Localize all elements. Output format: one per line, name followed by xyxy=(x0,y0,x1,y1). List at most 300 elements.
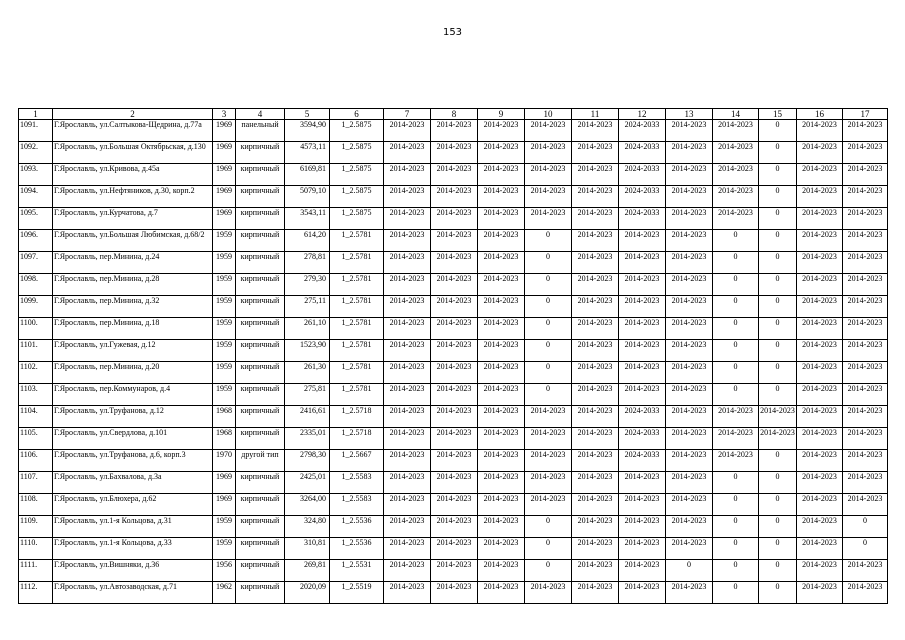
table-cell: 0 xyxy=(713,230,759,252)
table-cell: 6169,81 xyxy=(285,164,330,186)
table-cell: 2014-2023 xyxy=(666,362,713,384)
table-cell: 0 xyxy=(759,230,797,252)
table-cell: 0 xyxy=(759,208,797,230)
table-cell: 2024-2033 xyxy=(619,142,666,164)
table-cell: 0 xyxy=(713,472,759,494)
table-cell: 2014-2023 xyxy=(384,384,431,406)
table-cell: 2014-2023 xyxy=(843,494,888,516)
table-cell: 324,80 xyxy=(285,516,330,538)
table-cell: 0 xyxy=(713,318,759,340)
row-number-cell: 1094. xyxy=(19,186,53,208)
table-cell: 0 xyxy=(759,274,797,296)
table-cell: 2014-2023 xyxy=(384,472,431,494)
table-cell: 2014-2023 xyxy=(713,164,759,186)
table-cell: 2014-2023 xyxy=(843,164,888,186)
table-cell: 2014-2023 xyxy=(431,472,478,494)
table-cell: 1959 xyxy=(213,516,236,538)
address-cell: Г.Ярославль, пер.Минина, д.20 xyxy=(53,362,213,384)
table-cell: 2014-2023 xyxy=(619,230,666,252)
table-cell: 2014-2023 xyxy=(797,230,843,252)
table-cell: 2014-2023 xyxy=(619,252,666,274)
table-cell: 1959 xyxy=(213,296,236,318)
table-cell: 2014-2023 xyxy=(572,472,619,494)
column-number-cell: 17 xyxy=(843,109,888,120)
table-cell: 1959 xyxy=(213,340,236,362)
table-cell: 2014-2023 xyxy=(843,318,888,340)
table-cell: 2014-2023 xyxy=(797,208,843,230)
address-cell: Г.Ярославль, ул.Курчатова, д.7 xyxy=(53,208,213,230)
table-cell: 2014-2023 xyxy=(572,538,619,560)
table-cell: 2014-2023 xyxy=(619,516,666,538)
table-cell: 1_2.5536 xyxy=(330,538,384,560)
table-cell: 0 xyxy=(713,560,759,582)
row-number-cell: 1095. xyxy=(19,208,53,230)
table-cell: 2014-2023 xyxy=(759,406,797,428)
table-cell: 2014-2023 xyxy=(572,362,619,384)
table-cell: 2014-2023 xyxy=(713,120,759,142)
table-cell: кирпичный xyxy=(236,252,285,274)
table-cell: 1_2.5781 xyxy=(330,274,384,296)
row-number-cell: 1110. xyxy=(19,538,53,560)
table-cell: 0 xyxy=(525,296,572,318)
table-cell: кирпичный xyxy=(236,186,285,208)
table-row xyxy=(19,230,888,252)
table-cell: 2014-2023 xyxy=(619,494,666,516)
address-cell: Г.Ярославль, ул.Бахвалова, д.3а xyxy=(53,472,213,494)
table-cell: 2014-2023 xyxy=(525,428,572,450)
table-cell: 2014-2023 xyxy=(843,428,888,450)
table-cell: 2014-2023 xyxy=(797,164,843,186)
table-cell: 1_2.5718 xyxy=(330,428,384,450)
table-cell: кирпичный xyxy=(236,560,285,582)
table-cell: 2014-2023 xyxy=(797,318,843,340)
address-cell: Г.Ярославль, ул.Кривова, д.45а xyxy=(53,164,213,186)
table-row xyxy=(19,406,888,428)
table-cell: 0 xyxy=(713,516,759,538)
table-cell: 2014-2023 xyxy=(619,560,666,582)
table-cell: 2014-2023 xyxy=(478,428,525,450)
table-cell: 0 xyxy=(713,494,759,516)
table-cell: 1959 xyxy=(213,230,236,252)
table-cell: 2014-2023 xyxy=(843,450,888,472)
table-cell: 2014-2023 xyxy=(431,494,478,516)
table-cell: 2014-2023 xyxy=(478,252,525,274)
table-cell: 2014-2023 xyxy=(478,362,525,384)
table-cell: 1_2.5875 xyxy=(330,186,384,208)
table-cell: 2014-2023 xyxy=(843,230,888,252)
table-cell: 2014-2023 xyxy=(619,472,666,494)
table-cell: 0 xyxy=(713,538,759,560)
table-cell: 2416,61 xyxy=(285,406,330,428)
table-cell: 2014-2023 xyxy=(525,142,572,164)
address-cell: Г.Ярославль, пер.Минина, д.28 xyxy=(53,274,213,296)
table-cell: 2014-2023 xyxy=(478,384,525,406)
table-cell: 2014-2023 xyxy=(619,340,666,362)
table-cell: 2014-2023 xyxy=(619,582,666,604)
table-row xyxy=(19,538,888,560)
table-cell: 2014-2023 xyxy=(666,318,713,340)
table-cell: 2024-2033 xyxy=(619,450,666,472)
table-cell: 2014-2023 xyxy=(572,230,619,252)
table-cell: 2014-2023 xyxy=(797,384,843,406)
table-row xyxy=(19,318,888,340)
table-cell: 2014-2023 xyxy=(797,560,843,582)
table-cell: 2014-2023 xyxy=(797,450,843,472)
table-cell: 0 xyxy=(525,384,572,406)
column-number-row xyxy=(19,109,888,120)
table-cell: кирпичный xyxy=(236,406,285,428)
address-cell: Г.Ярославль, ул.Блюхера, д.62 xyxy=(53,494,213,516)
table-cell: 0 xyxy=(713,274,759,296)
table-cell: 2014-2023 xyxy=(797,582,843,604)
table-cell: 1_2.5781 xyxy=(330,230,384,252)
row-number-cell: 1111. xyxy=(19,560,53,582)
table-cell: 1_2.5875 xyxy=(330,208,384,230)
table-cell: 0 xyxy=(713,252,759,274)
table-cell: 2014-2023 xyxy=(666,406,713,428)
table-cell: 2014-2023 xyxy=(384,582,431,604)
row-number-cell: 1104. xyxy=(19,406,53,428)
table-cell: 2014-2023 xyxy=(572,186,619,208)
table-cell: 4573,11 xyxy=(285,142,330,164)
table-row xyxy=(19,164,888,186)
table-cell: 2014-2023 xyxy=(478,186,525,208)
table-cell: кирпичный xyxy=(236,208,285,230)
table-cell: 2014-2023 xyxy=(431,384,478,406)
table-cell: 2014-2023 xyxy=(572,296,619,318)
table-cell: 2014-2023 xyxy=(666,230,713,252)
table-cell: 2014-2023 xyxy=(797,186,843,208)
table-cell: кирпичный xyxy=(236,296,285,318)
table-cell: 2014-2023 xyxy=(713,186,759,208)
table-cell: 2014-2023 xyxy=(478,142,525,164)
column-number-cell: 4 xyxy=(236,109,285,120)
table-cell: 2014-2023 xyxy=(572,560,619,582)
table-cell: 1_2.5781 xyxy=(330,362,384,384)
table-cell: 1962 xyxy=(213,582,236,604)
table-cell: 2014-2023 xyxy=(797,252,843,274)
table-cell: 2014-2023 xyxy=(713,142,759,164)
table-cell: 2014-2023 xyxy=(525,120,572,142)
table-cell: 0 xyxy=(759,560,797,582)
column-number-cell: 10 xyxy=(525,109,572,120)
table-cell: 2014-2023 xyxy=(431,406,478,428)
table-cell: 2014-2023 xyxy=(759,428,797,450)
table-row xyxy=(19,582,888,604)
table-cell: кирпичный xyxy=(236,340,285,362)
table-cell: 0 xyxy=(525,560,572,582)
table-cell: 1_2.5583 xyxy=(330,494,384,516)
table-cell: кирпичный xyxy=(236,582,285,604)
table-cell: 2014-2023 xyxy=(384,252,431,274)
table-cell: 261,30 xyxy=(285,362,330,384)
table-cell: 1_2.5875 xyxy=(330,142,384,164)
table-cell: 2014-2023 xyxy=(525,186,572,208)
table-row xyxy=(19,120,888,142)
table-cell: 2014-2023 xyxy=(666,142,713,164)
table-cell: 0 xyxy=(525,318,572,340)
table-cell: 1_2.5875 xyxy=(330,164,384,186)
table-cell: 261,10 xyxy=(285,318,330,340)
table-cell: 2014-2023 xyxy=(572,450,619,472)
table-cell: 2014-2023 xyxy=(572,208,619,230)
table-cell: 0 xyxy=(525,362,572,384)
table-cell: 2014-2023 xyxy=(478,450,525,472)
table-cell: 2014-2023 xyxy=(572,494,619,516)
table-cell: 2014-2023 xyxy=(431,252,478,274)
table-cell: 1_2.5583 xyxy=(330,472,384,494)
table-cell: 0 xyxy=(843,538,888,560)
table-cell: кирпичный xyxy=(236,494,285,516)
table-row xyxy=(19,296,888,318)
table-cell: 2425,01 xyxy=(285,472,330,494)
table-cell: 2014-2023 xyxy=(843,208,888,230)
table-cell: 269,81 xyxy=(285,560,330,582)
table-cell: 2024-2033 xyxy=(619,208,666,230)
table-cell: 2014-2023 xyxy=(572,428,619,450)
table-cell: 1969 xyxy=(213,120,236,142)
table-cell: 0 xyxy=(713,384,759,406)
table-cell: 1959 xyxy=(213,318,236,340)
table-cell: 2014-2023 xyxy=(384,538,431,560)
table-cell: кирпичный xyxy=(236,384,285,406)
column-number-cell: 16 xyxy=(797,109,843,120)
table-cell: 1959 xyxy=(213,384,236,406)
table-cell: 2014-2023 xyxy=(478,406,525,428)
table-cell: 2014-2023 xyxy=(525,208,572,230)
row-number-cell: 1105. xyxy=(19,428,53,450)
row-number-cell: 1099. xyxy=(19,296,53,318)
table-cell: 275,81 xyxy=(285,384,330,406)
table-cell: 2014-2023 xyxy=(478,560,525,582)
table-cell: 2014-2023 xyxy=(384,186,431,208)
table-cell: 2014-2023 xyxy=(384,450,431,472)
table-cell: 1_2.5536 xyxy=(330,516,384,538)
table-cell: 1_2.5781 xyxy=(330,340,384,362)
table-cell: 2014-2023 xyxy=(525,494,572,516)
table-cell: 310,81 xyxy=(285,538,330,560)
table-cell: 0 xyxy=(525,538,572,560)
table-cell: 2014-2023 xyxy=(666,516,713,538)
table-cell: 1968 xyxy=(213,406,236,428)
table-cell: 2014-2023 xyxy=(666,252,713,274)
table-cell: 0 xyxy=(759,252,797,274)
table-row xyxy=(19,274,888,296)
table-cell: 2014-2023 xyxy=(572,274,619,296)
table-cell: 2014-2023 xyxy=(843,142,888,164)
table-cell: 2024-2033 xyxy=(619,120,666,142)
table-row xyxy=(19,340,888,362)
table-cell: 2798,30 xyxy=(285,450,330,472)
table-row xyxy=(19,142,888,164)
address-cell: Г.Ярославль, ул.Труфанова, д.12 xyxy=(53,406,213,428)
table-cell: 2014-2023 xyxy=(713,450,759,472)
table-cell: 2014-2023 xyxy=(431,142,478,164)
table-cell: 2014-2023 xyxy=(384,274,431,296)
table-cell: 2014-2023 xyxy=(666,384,713,406)
table-cell: 2014-2023 xyxy=(843,362,888,384)
table-cell: 2014-2023 xyxy=(666,428,713,450)
table-cell: 1959 xyxy=(213,362,236,384)
table-cell: 2014-2023 xyxy=(384,230,431,252)
table-cell: 2014-2023 xyxy=(478,318,525,340)
table-cell: 2014-2023 xyxy=(478,296,525,318)
table-cell: кирпичный xyxy=(236,142,285,164)
table-cell: 1969 xyxy=(213,208,236,230)
table-cell: кирпичный xyxy=(236,164,285,186)
table-cell: 2014-2023 xyxy=(666,296,713,318)
table-cell: 2014-2023 xyxy=(619,274,666,296)
address-cell: Г.Ярославль, ул.Свердлова, д.101 xyxy=(53,428,213,450)
table-cell: 1_2.5667 xyxy=(330,450,384,472)
table-cell: 2014-2023 xyxy=(384,560,431,582)
table-cell: 1969 xyxy=(213,472,236,494)
table-cell: 2020,09 xyxy=(285,582,330,604)
address-cell: Г.Ярославль, ул.Большая Любимская, д.68/2 xyxy=(53,230,213,252)
table-cell: 2014-2023 xyxy=(478,582,525,604)
table-cell: кирпичный xyxy=(236,472,285,494)
table-cell: 1523,90 xyxy=(285,340,330,362)
table-cell: 2014-2023 xyxy=(572,120,619,142)
table-cell: 2014-2023 xyxy=(666,164,713,186)
table-cell: 2014-2023 xyxy=(431,538,478,560)
table-cell: 2014-2023 xyxy=(666,450,713,472)
table-cell: 2014-2023 xyxy=(572,384,619,406)
table-cell: 2014-2023 xyxy=(431,340,478,362)
table-cell: 2014-2023 xyxy=(797,428,843,450)
table-cell: 1_2.5875 xyxy=(330,120,384,142)
table-cell: 2014-2023 xyxy=(843,472,888,494)
table-cell: кирпичный xyxy=(236,538,285,560)
table-cell: 2014-2023 xyxy=(384,296,431,318)
row-number-cell: 1102. xyxy=(19,362,53,384)
table-cell: 2014-2023 xyxy=(478,164,525,186)
table-cell: 2014-2023 xyxy=(525,406,572,428)
table-cell: кирпичный xyxy=(236,428,285,450)
address-cell: Г.Ярославль, ул.Гужевая, д.12 xyxy=(53,340,213,362)
table-cell: 1959 xyxy=(213,274,236,296)
table-cell: 2014-2023 xyxy=(797,516,843,538)
table-cell: 2014-2023 xyxy=(572,340,619,362)
table-cell: 2014-2023 xyxy=(384,164,431,186)
row-number-cell: 1100. xyxy=(19,318,53,340)
address-cell: Г.Ярославль, пер.Коммунаров, д.4 xyxy=(53,384,213,406)
address-cell: Г.Ярославль, ул.Вишняки, д.36 xyxy=(53,560,213,582)
address-cell: Г.Ярославль, ул.Труфанова, д.6, корп.3 xyxy=(53,450,213,472)
table-cell: 1_2.5781 xyxy=(330,252,384,274)
table-cell: 2014-2023 xyxy=(384,142,431,164)
table-cell: 2014-2023 xyxy=(797,274,843,296)
table-cell: 0 xyxy=(759,516,797,538)
table-cell: 2014-2023 xyxy=(619,538,666,560)
table-cell: другой тип xyxy=(236,450,285,472)
table-cell: 1959 xyxy=(213,252,236,274)
table-cell: 2014-2023 xyxy=(666,208,713,230)
table-row xyxy=(19,186,888,208)
table-cell: 2014-2023 xyxy=(666,538,713,560)
table-cell: 2014-2023 xyxy=(572,516,619,538)
table-cell: 2014-2023 xyxy=(384,340,431,362)
table-cell: 0 xyxy=(713,340,759,362)
table-cell: 2014-2023 xyxy=(431,428,478,450)
row-number-cell: 1096. xyxy=(19,230,53,252)
table-cell: 0 xyxy=(759,318,797,340)
table-cell: 2014-2023 xyxy=(797,296,843,318)
table-cell: 2014-2023 xyxy=(384,494,431,516)
table-cell: панельный xyxy=(236,120,285,142)
table-cell: 2014-2023 xyxy=(843,340,888,362)
table-cell: 0 xyxy=(525,274,572,296)
table-cell: 2014-2023 xyxy=(431,582,478,604)
table-cell: 2014-2023 xyxy=(384,406,431,428)
table-cell: 2014-2023 xyxy=(843,406,888,428)
row-number-cell: 1097. xyxy=(19,252,53,274)
table-row xyxy=(19,384,888,406)
table-cell: кирпичный xyxy=(236,362,285,384)
table-cell: 2014-2023 xyxy=(478,230,525,252)
column-number-cell: 6 xyxy=(330,109,384,120)
table-cell: 2014-2023 xyxy=(478,274,525,296)
table-cell: кирпичный xyxy=(236,318,285,340)
table-cell: 2014-2023 xyxy=(843,384,888,406)
table-row xyxy=(19,472,888,494)
table-cell: 2014-2023 xyxy=(713,406,759,428)
row-number-cell: 1091. xyxy=(19,120,53,142)
row-number-cell: 1093. xyxy=(19,164,53,186)
table-cell: 2014-2023 xyxy=(384,516,431,538)
table-cell: 1_2.5781 xyxy=(330,296,384,318)
table-cell: 2014-2023 xyxy=(619,384,666,406)
table-cell: 275,11 xyxy=(285,296,330,318)
column-number-cell: 7 xyxy=(384,109,431,120)
table-row xyxy=(19,560,888,582)
table-cell: 2014-2023 xyxy=(431,186,478,208)
table-cell: 3264,00 xyxy=(285,494,330,516)
table-cell: 2024-2033 xyxy=(619,406,666,428)
table-cell: 2024-2033 xyxy=(619,164,666,186)
table-cell: 0 xyxy=(759,582,797,604)
column-number-cell: 2 xyxy=(53,109,213,120)
table-cell: 2014-2023 xyxy=(843,274,888,296)
table-cell: 2014-2023 xyxy=(572,142,619,164)
table-cell: кирпичный xyxy=(236,516,285,538)
table-cell: 2014-2023 xyxy=(431,208,478,230)
table-cell: 2014-2023 xyxy=(431,164,478,186)
table-cell: 2014-2023 xyxy=(666,120,713,142)
table-cell: 2014-2023 xyxy=(478,516,525,538)
table-cell: 1959 xyxy=(213,538,236,560)
table-cell: 2014-2023 xyxy=(797,494,843,516)
table-cell: 2014-2023 xyxy=(431,450,478,472)
table-cell: 2014-2023 xyxy=(384,120,431,142)
column-number-cell: 15 xyxy=(759,109,797,120)
table-cell: 2014-2023 xyxy=(797,362,843,384)
table-cell: 2014-2023 xyxy=(384,428,431,450)
address-cell: Г.Ярославль, ул.1-я Кольцова, д.31 xyxy=(53,516,213,538)
table-cell: 2014-2023 xyxy=(797,120,843,142)
table-cell: 2014-2023 xyxy=(431,230,478,252)
table-cell: 2014-2023 xyxy=(384,318,431,340)
table-cell: 2014-2023 xyxy=(478,494,525,516)
table-cell: 2014-2023 xyxy=(843,296,888,318)
table-cell: 278,81 xyxy=(285,252,330,274)
address-cell: Г.Ярославль, пер.Минина, д.18 xyxy=(53,318,213,340)
column-number-cell: 11 xyxy=(572,109,619,120)
table-cell: 3543,11 xyxy=(285,208,330,230)
table-cell: 0 xyxy=(759,186,797,208)
table-cell: 2014-2023 xyxy=(572,252,619,274)
row-number-cell: 1103. xyxy=(19,384,53,406)
